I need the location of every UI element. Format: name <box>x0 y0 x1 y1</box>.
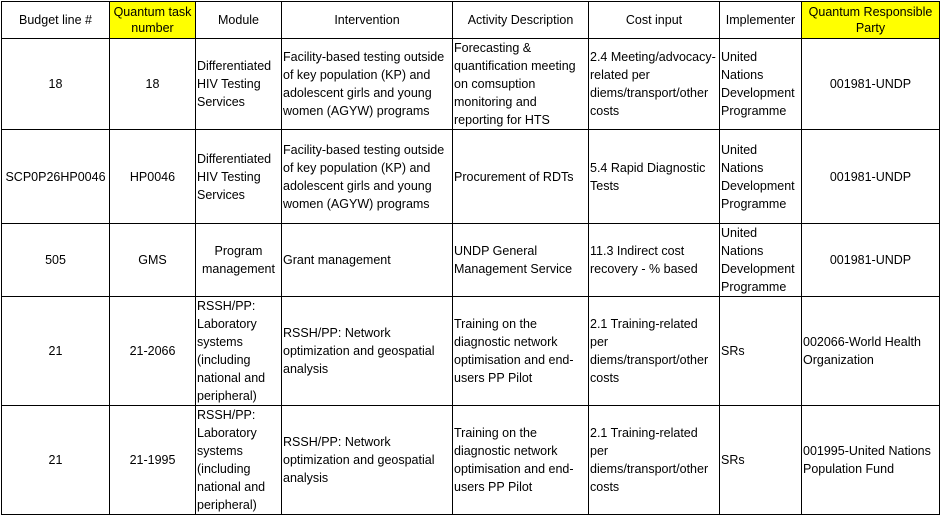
implementer-cell: United Nations Development Programme <box>720 224 802 297</box>
header-implementer: Implementer <box>720 2 802 39</box>
activity-cell: Training on the diagnostic network optimisation and end-users PP Pilot <box>453 406 589 515</box>
activity-cell: Procurement of RDTs <box>453 130 589 224</box>
table-row <box>2 224 940 297</box>
responsible-party-cell: 001981-UNDP <box>802 39 940 130</box>
activity-cell: Forecasting & quantification meeting on comsuption monitoring and reporting for HTS <box>453 39 589 130</box>
task-number-cell: 21-1995 <box>110 406 196 515</box>
responsible-party-cell: 001981-UNDP <box>802 224 940 297</box>
header-module: Module <box>196 2 282 39</box>
cost-input-cell: 5.4 Rapid Diagnostic Tests <box>589 130 720 224</box>
cost-input-cell: 2.1 Training-related per diems/transport/other costs <box>589 406 720 515</box>
responsible-party-cell: 001995-United Nations Population Fund <box>802 406 940 515</box>
budget-line-cell: 505 <box>2 224 110 297</box>
header-activity-description: Activity Description <box>453 2 589 39</box>
module-cell: Differentiated HIV Testing Services <box>196 130 282 224</box>
task-number-cell: 18 <box>110 39 196 130</box>
budget-line-cell: 21 <box>2 406 110 515</box>
header-cost-input: Cost input <box>589 2 720 39</box>
cost-input-cell: 2.4 Meeting/advocacy-related per diems/transport/other costs <box>589 39 720 130</box>
intervention-cell: RSSH/PP: Network optimization and geospatial analysis <box>282 406 453 515</box>
implementer-cell: United Nations Development Programme <box>720 39 802 130</box>
table-row <box>2 297 940 406</box>
cost-input-cell: 11.3 Indirect cost recovery - % based <box>589 224 720 297</box>
activity-cell: Training on the diagnostic network optimisation and end-users PP Pilot <box>453 297 589 406</box>
module-cell: Differentiated HIV Testing Services <box>196 39 282 130</box>
intervention-cell: RSSH/PP: Network optimization and geospatial analysis <box>282 297 453 406</box>
task-number-cell: HP0046 <box>110 130 196 224</box>
module-cell: Program management <box>196 224 282 297</box>
header-quantum-task-number: Quantum task number <box>110 2 196 39</box>
header-row <box>2 2 940 39</box>
activity-cell: UNDP General Management Service <box>453 224 589 297</box>
task-number-cell: 21-2066 <box>110 297 196 406</box>
task-number-cell: GMS <box>110 224 196 297</box>
table-row <box>2 130 940 224</box>
intervention-cell: Facility-based testing outside of key population (KP) and adolescent girls and young women (AGYW) programs <box>282 130 453 224</box>
responsible-party-cell: 001981-UNDP <box>802 130 940 224</box>
implementer-cell: SRs <box>720 297 802 406</box>
header-budget-line: Budget line # <box>2 2 110 39</box>
implementer-cell: United Nations Development Programme <box>720 130 802 224</box>
table-row <box>2 406 940 515</box>
header-quantum-responsible-party: Quantum Responsible Party <box>802 2 940 39</box>
intervention-cell: Facility-based testing outside of key population (KP) and adolescent girls and young women (AGYW) programs <box>282 39 453 130</box>
budget-line-cell: 18 <box>2 39 110 130</box>
module-cell: RSSH/PP: Laboratory systems (including national and peripheral) <box>196 406 282 515</box>
budget-line-cell: 21 <box>2 297 110 406</box>
budget-table <box>1 1 940 515</box>
header-intervention: Intervention <box>282 2 453 39</box>
intervention-cell: Grant management <box>282 224 453 297</box>
module-cell: RSSH/PP: Laboratory systems (including national and peripheral) <box>196 297 282 406</box>
table-row <box>2 39 940 130</box>
responsible-party-cell: 002066-World Health Organization <box>802 297 940 406</box>
implementer-cell: SRs <box>720 406 802 515</box>
budget-line-cell: SCP0P26HP0046 <box>2 130 110 224</box>
cost-input-cell: 2.1 Training-related per diems/transport/other costs <box>589 297 720 406</box>
